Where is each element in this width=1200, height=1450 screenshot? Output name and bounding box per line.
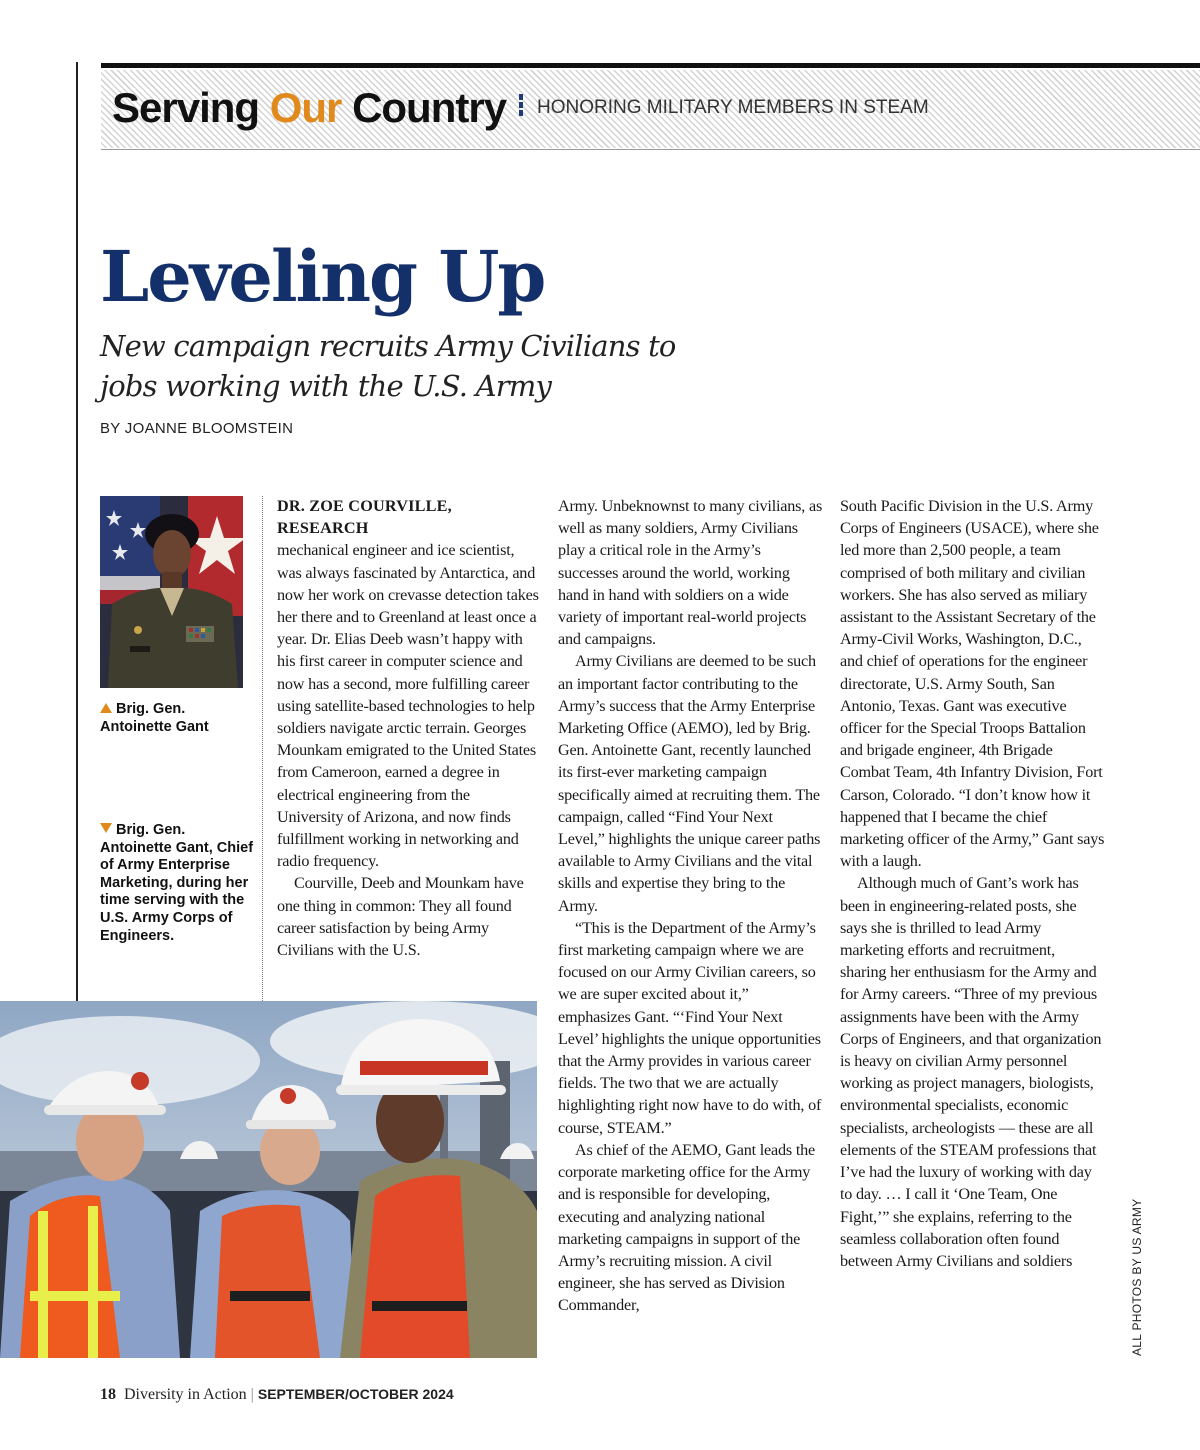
section-separator xyxy=(519,94,524,122)
body-column-3 xyxy=(840,495,1105,1272)
paragraph: Although much of Gant’s work has been in engineering-related posts, she says she is thrilled to lead Army marketing efforts and recruitment, sharing her enthusiasm for the Army and for Army careers. “Three of my previous assignments have been with the Army Corps of Engineers, and that organization is heavy on civilian Army personnel working as project managers, biologists, environmental specialists, economic specialists, archeologists — these are all elements of the STEAM professions that I’ve had the luxury of working with day to day. … I call it ‘One Team, One Fight,’” she explains, referring to the seamless collaboration often found between Army Civilians and soldiers xyxy=(840,874,1102,1270)
body-column-1 xyxy=(277,495,539,961)
body-column-2 xyxy=(558,495,823,1317)
paragraph: Courville, Deeb and Mounkam have one thing in common: They all found career satisfaction by being Army Civilians with the U.S. xyxy=(277,874,524,960)
magazine-name: Diversity in Action xyxy=(124,1386,247,1403)
field-photo xyxy=(0,1001,537,1358)
section-title xyxy=(112,80,506,136)
portrait-caption-text: Brig. Gen. Antoinette Gant xyxy=(100,701,209,735)
paragraph: South Pacific Division in the U.S. Army Corps of Engineers (USACE), where she led more than 2,500 people, a team comprised of both military and civilian workers. She has also served as miliary assistant to the Assistant Secretary of the Army-Civil Works, Washington, D.C., and chief of operations for the engineer directorate, U.S. Army South, San Antonio, Texas. Gant was executive officer for the Special Troops Battalion and brigade engineer, 4th Brigade Combat Team, 4th Infantry Division, Fort Carson, Colorado. “I don’t know how it happened that I became the chief marketing officer of the Army,” Gant says with a laugh. xyxy=(840,497,1105,871)
dek: New campaign recruits Army Civilians to jobs working with the U.S. Army xyxy=(100,329,676,403)
triangle-down-icon xyxy=(100,823,112,833)
paragraph: Army. Unbeknownst to many civilians, as well as many soldiers, Army Civilians play a critical role in the Army’s successes around the world, working hand in hand with soldiers on a wide variety of important real-world projects and campaigns. xyxy=(558,497,823,649)
footer-separator: | xyxy=(250,1386,254,1403)
section-subtitle: HONORING MILITARY MEMBERS IN STEAM xyxy=(537,97,929,118)
photo-caption-text: Brig. Gen. Antoinette Gant, Chief of Army Enterprise Marketing, during her time serving with the U.S. Army Corps of Engineers. xyxy=(100,822,254,944)
issue-date: SEPTEMBER/OCTOBER 2024 xyxy=(257,1386,454,1402)
lead-in: DR. ZOE COURVILLE, RESEARCH xyxy=(277,497,452,538)
section-title-part1: Serving xyxy=(112,84,270,131)
byline: BY JOANNE BLOOMSTEIN xyxy=(100,420,294,437)
paragraph: Army Civilians are deemed to be such an important factor contributing to the Army’s success that the Army Enterprise Marketing Office (AEMO), led by Brig. Gen. Antoinette Gant, recently launched its first-ever marketing campaign specifically aimed at recruiting them. The campaign, called “Find Your Next Level,” highlights the unique career paths available to Army Civilians and the vital skills and expertise they bring to the Army. xyxy=(558,652,821,915)
photo-caption xyxy=(100,822,260,945)
paragraph: “This is the Department of the Army’s first marketing campaign where we are focused on our Army Civilian careers, so we are super excited about it,” emphasizes Gant. “‘Find Your Next Level’ highlights the unique opportunities that the Army provides in various career fields. The two that we are actually highlighting right now have to do with, of course, STEAM.” xyxy=(558,918,822,1137)
triangle-up-icon xyxy=(100,703,112,713)
section-title-accent: Our xyxy=(269,84,342,131)
paragraph: As chief of the AEMO, Gant leads the corporate marketing office for the Army and is responsible for developing, executing and analyzing national marketing campaigns in support of the Army’s recruiting mission. A civil engineer, she has served as Division Commander, xyxy=(558,1140,816,1315)
paragraph: mechanical engineer and ice scientist, was always fascinated by Antarctica, and now her work on crevasse detection takes her there and to Greenland at least once a year. Dr. Elias Deeb wasn’t happy with his first career in computer science and now has a second, more fulfilling career using satellite-based technologies to help soldiers navigate arctic terrain. Georges Mounkam emigrated to the United States from Cameroon, earned a degree in electrical engineering from the University of Arizona, and now finds fulfillment working in networking and radio frequency. xyxy=(277,541,539,871)
portrait-caption xyxy=(100,700,260,736)
photo-credit: ALL PHOTOS BY US ARMY xyxy=(1130,1198,1144,1356)
portrait-photo xyxy=(100,496,243,688)
page-number: 18 xyxy=(100,1386,116,1403)
header-top-rule xyxy=(101,63,1200,68)
header-bottom-rule xyxy=(101,149,1200,150)
section-title-part2: Country xyxy=(341,84,507,131)
column-divider xyxy=(262,496,263,1001)
page-footer xyxy=(100,1384,454,1404)
left-margin-rule xyxy=(76,62,78,1002)
headline: Leveling Up xyxy=(100,235,545,318)
